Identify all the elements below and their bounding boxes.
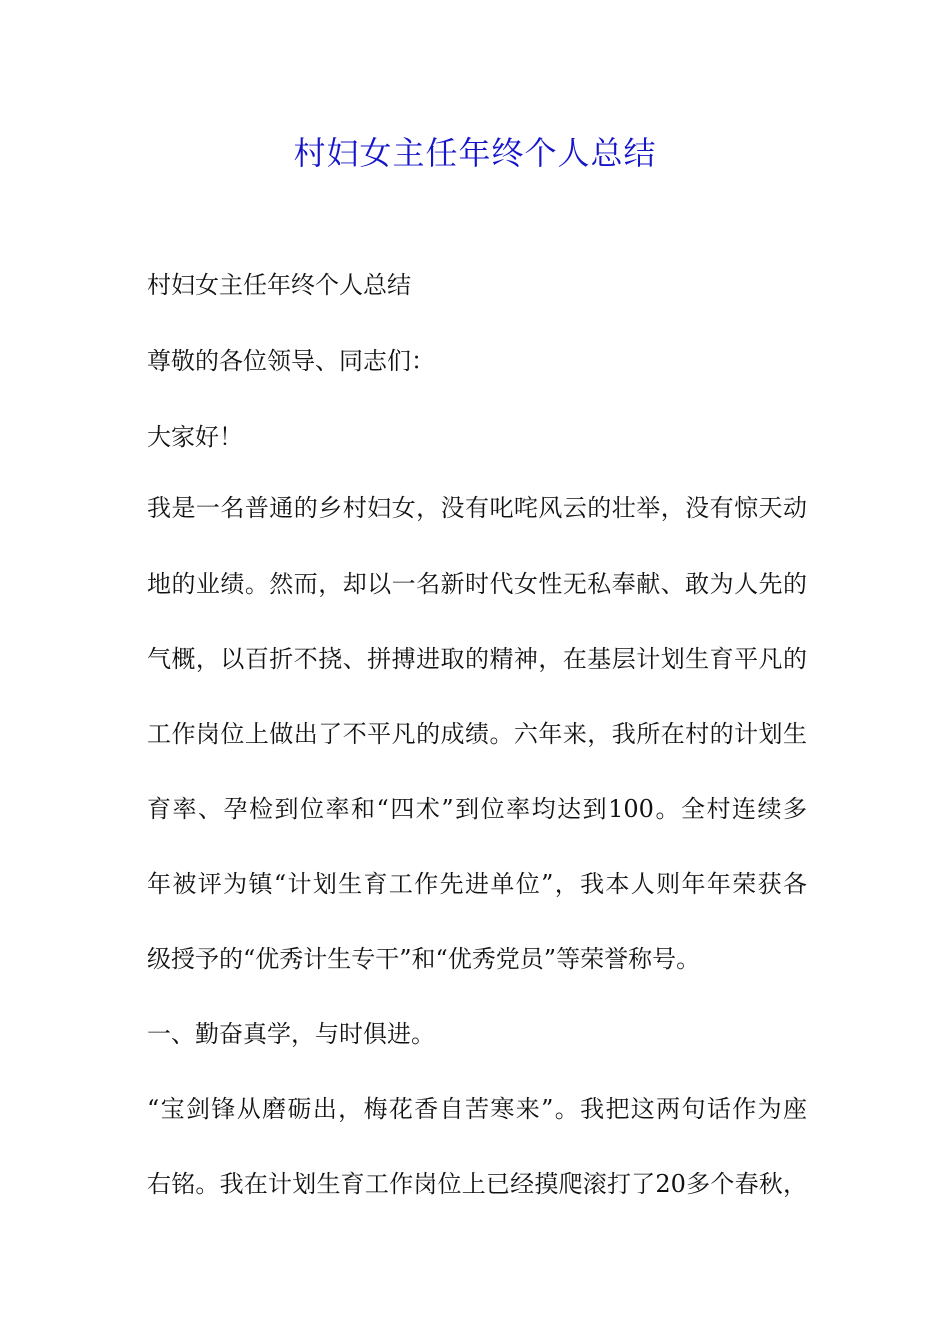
body-line: 气概，以百折不挠、拼搏进取的精神，在基层计划生育平凡的	[147, 645, 807, 673]
section-heading: 一、勤奋真学，与时俱进。	[147, 1020, 435, 1048]
body-line: 工作岗位上做出了不平凡的成绩。六年来，我所在村的计划生	[147, 720, 807, 748]
body-line: 右铭。我在计划生育工作岗位上已经摸爬滚打了20多个春秋，	[147, 1170, 807, 1198]
body-line: 年被评为镇“计划生育工作先进单位”，我本人则年年荣获各	[147, 870, 807, 898]
salutation-line: 尊敬的各位领导、同志们：	[147, 347, 435, 375]
subtitle-line: 村妇女主任年终个人总结	[147, 271, 411, 299]
body-line: 我是一名普通的乡村妇女，没有叱咤风云的壮举，没有惊天动	[147, 494, 807, 522]
body-line: 级授予的“优秀计生专干”和“优秀党员”等荣誉称号。	[147, 945, 701, 973]
body-line: 地的业绩。然而，却以一名新时代女性无私奉献、敢为人先的	[147, 570, 807, 598]
body-line: 育率、孕检到位率和“四术”到位率均达到100。全村连续多	[147, 795, 807, 823]
body-line: “宝剑锋从磨砺出，梅花香自苦寒来”。我把这两句话作为座	[147, 1095, 807, 1123]
greeting-line: 大家好！	[147, 423, 243, 451]
document-title: 村妇女主任年终个人总结	[293, 134, 657, 172]
